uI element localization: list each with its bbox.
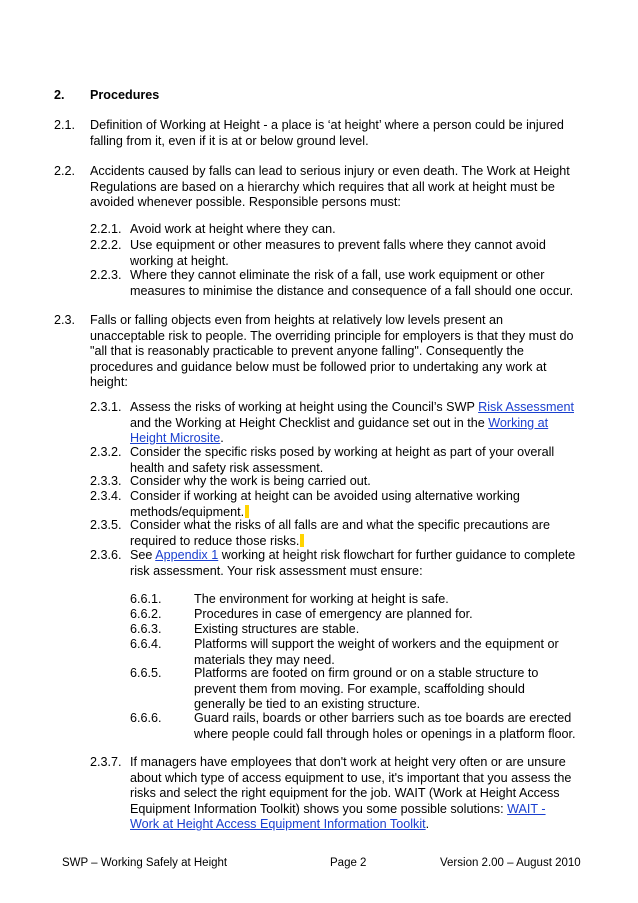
sub-line: Platforms will support the weight of workers and the equipment or	[194, 637, 559, 651]
item-2-3-6-number: 2.3.6.	[90, 548, 122, 562]
risk-assessment-link[interactable]: Risk Assessment	[478, 400, 575, 414]
item-line: Avoid work at height where they can.	[130, 222, 336, 236]
item-2-3-3	[130, 474, 371, 490]
para-line: avoided whenever possible. Responsible persons must:	[90, 195, 401, 210]
item-line	[130, 534, 550, 550]
footer-version: Version 2.00 – August 2010	[440, 857, 581, 869]
para-line: Regulations are based on a hierarchy which requires that all work at height must be	[90, 179, 555, 194]
item-line	[130, 400, 574, 416]
sub-line: The environment for working at height is safe.	[194, 592, 449, 606]
item-2-3-7-number: 2.3.7.	[90, 755, 122, 769]
footer-document-title: SWP – Working Safely at Height	[62, 857, 228, 869]
item-text: Equipment Information Toolkit) shows you some possible solutions:	[130, 801, 508, 816]
para-2-1	[90, 118, 564, 149]
para-2-3	[90, 313, 573, 391]
item-text: Assess the risks of working at height using the Council’s SWP	[130, 400, 479, 414]
item-line: health and safety risk assessment.	[130, 460, 324, 475]
footer-page-number: Page 2	[330, 857, 367, 869]
item-line	[130, 548, 575, 564]
item-line: measures to minimise the distance and consequence of a fall should one occur.	[130, 283, 574, 298]
wait-toolkit-link[interactable]: WAIT -	[507, 801, 546, 816]
sub-line: prevent them from moving. For example, scaffolding should	[194, 681, 525, 696]
item-2-2-1-number: 2.2.1.	[90, 222, 122, 236]
item-2-2-1	[130, 222, 336, 238]
para-line: Accidents caused by falls can lead to serious injury or even death. The Work at Height	[90, 164, 570, 178]
para-line: Falls or falling objects even from heights at relatively low levels present an	[90, 313, 503, 327]
item-text: and the Working at Height Checklist and guidance set out in the	[130, 415, 489, 430]
section-title: Procedures	[90, 88, 160, 102]
item-2-2-3	[130, 268, 573, 299]
item-text: .	[425, 817, 430, 832]
sub-line: generally be tied to an existing structure.	[194, 697, 421, 712]
item-2-3-2	[130, 445, 554, 476]
item-line: Consider what the risks of all falls are and what the specific precautions are	[130, 518, 551, 532]
sub-6-6-3	[194, 622, 359, 638]
item-line: Consider if working at height can be avoided using alternative working	[130, 489, 520, 503]
para-2-3-number: 2.3.	[54, 313, 76, 327]
item-text: .	[220, 431, 224, 446]
item-text: working at height risk flowchart for further guidance to complete	[218, 548, 576, 562]
item-2-3-7	[130, 755, 571, 833]
item-2-3-2-number: 2.3.2.	[90, 445, 122, 459]
item-2-2-2-number: 2.2.2.	[90, 238, 122, 252]
para-line: height:	[90, 375, 128, 390]
item-text: required to reduce those risks.	[130, 533, 300, 548]
item-line	[130, 802, 571, 818]
sub-6-6-4	[194, 637, 559, 668]
working-at-height-microsite-link-cont[interactable]: Height Microsite	[130, 431, 221, 446]
sub-line: materials they may need.	[194, 652, 335, 667]
sub-6-6-1-number: 6.6.1.	[130, 592, 162, 606]
item-2-3-1	[130, 400, 574, 447]
appendix-1-link[interactable]: Appendix 1	[155, 548, 219, 562]
sub-6-6-4-number: 6.6.4.	[130, 637, 162, 651]
item-line: Use equipment or other measures to prevent falls where they cannot avoid	[130, 238, 546, 252]
item-line: risks and select the right equipment for the job. WAIT (Work at Height Access	[130, 786, 560, 801]
wait-toolkit-link-cont[interactable]: Work at Height Access Equipment Information Toolkit	[130, 817, 426, 832]
para-line: "all that is reasonably practicable to prevent anyone falling". Consequently the	[90, 344, 524, 359]
item-2-2-3-number: 2.2.3.	[90, 268, 122, 282]
item-text: methods/equipment.	[130, 504, 245, 519]
sub-line: where people could fall through holes or openings in a platform floor.	[194, 726, 576, 741]
highlight-mark	[300, 534, 304, 547]
sub-line: Guard rails, boards or other barriers such as toe boards are erected	[194, 711, 572, 725]
item-line: risk assessment. Your risk assessment must ensure:	[130, 563, 423, 578]
item-2-3-3-number: 2.3.3.	[90, 474, 122, 488]
item-line: Where they cannot eliminate the risk of a fall, use work equipment or other	[130, 268, 545, 282]
sub-6-6-6-number: 6.6.6.	[130, 711, 162, 725]
item-line: If managers have employees that don't work at height very often or are unsure	[130, 755, 566, 769]
item-line: about which type of access equipment to use, it's important that you assess the	[130, 770, 572, 785]
sub-6-6-2	[194, 607, 473, 623]
para-2-2	[90, 164, 570, 211]
item-2-3-1-number: 2.3.1.	[90, 400, 122, 414]
item-2-3-4	[130, 489, 520, 520]
item-text: See	[130, 548, 156, 562]
sub-6-6-5-number: 6.6.5.	[130, 666, 162, 680]
sub-line: Existing structures are stable.	[194, 622, 360, 636]
sub-6-6-2-number: 6.6.2.	[130, 607, 162, 621]
para-2-2-number: 2.2.	[54, 164, 76, 178]
working-at-height-microsite-link[interactable]: Working at	[488, 415, 549, 430]
para-line: falling from it, even if it is at or below ground level.	[90, 133, 369, 148]
highlight-mark	[245, 505, 249, 518]
para-2-1-number: 2.1.	[54, 118, 76, 132]
item-line: Consider why the work is being carried out.	[130, 474, 371, 488]
sub-line: Procedures in case of emergency are planned for.	[194, 607, 473, 621]
sub-6-6-5	[194, 666, 538, 713]
item-2-3-6	[130, 548, 575, 579]
item-2-2-2	[130, 238, 546, 269]
sub-6-6-6	[194, 711, 576, 742]
item-2-3-5-number: 2.3.5.	[90, 518, 122, 532]
para-line: unacceptable risk to people. The overriding principle for employers is that they must do	[90, 328, 574, 343]
item-line: working at height.	[130, 253, 229, 268]
section-number: 2.	[54, 88, 65, 102]
para-line: procedures and guidance below must be followed prior to undertaking any work at	[90, 359, 547, 374]
sub-6-6-3-number: 6.6.3.	[130, 622, 162, 636]
item-line	[130, 817, 571, 833]
para-line: Definition of Working at Height - a place is ‘at height’ where a person could be injured	[90, 118, 564, 132]
sub-6-6-1	[194, 592, 449, 608]
item-line: Consider the specific risks posed by working at height as part of your overall	[130, 445, 555, 459]
sub-line: Platforms are footed on firm ground or on a stable structure to	[194, 666, 539, 680]
item-2-3-5	[130, 518, 550, 549]
item-line	[130, 416, 574, 432]
item-2-3-4-number: 2.3.4.	[90, 489, 122, 503]
